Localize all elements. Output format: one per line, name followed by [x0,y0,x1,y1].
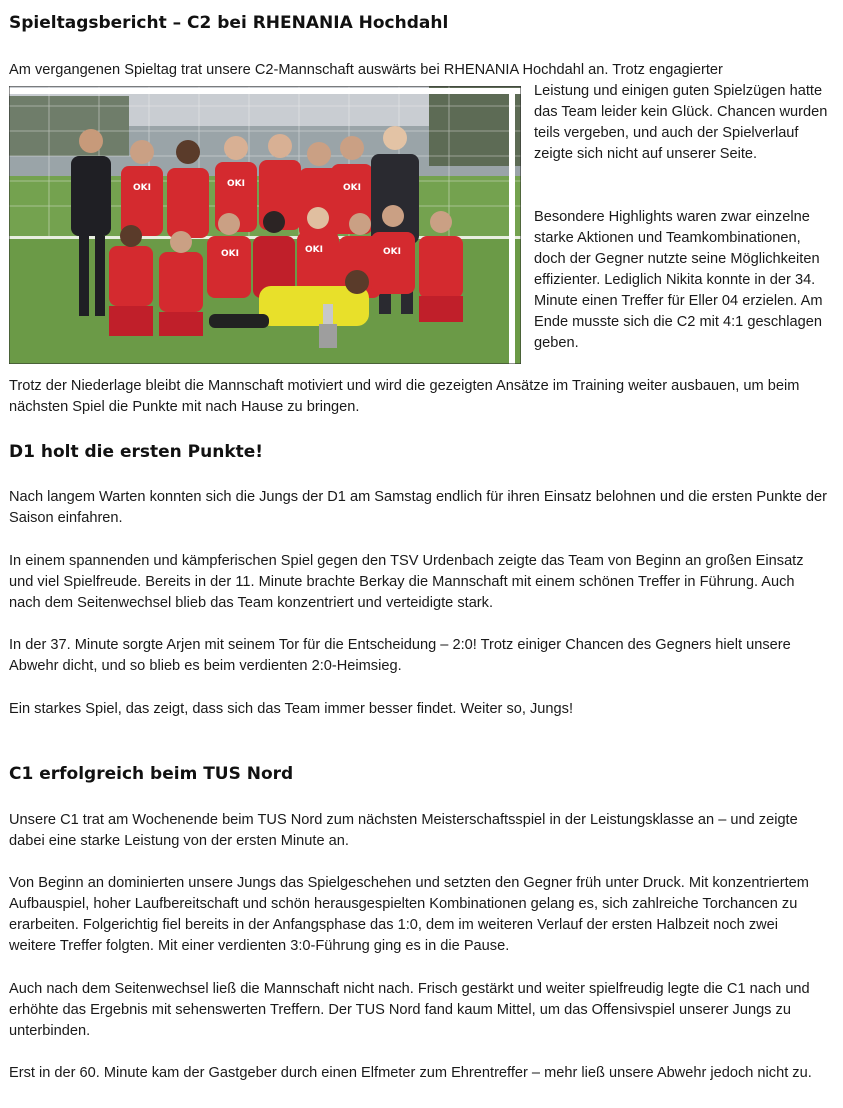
section-title-d1: D1 holt die ersten Punkte! [9,442,264,462]
sponsor-logo-text: OKI [343,183,361,193]
sponsor-logo-text: OKI [133,183,151,193]
d1-paragraph-3: In der 37. Minute sorgte Arjen mit seinem Tor für die Entscheidung – 2:0! Trotz einiger Chancen des Gegners hielt unsere Abwehr dicht, und so blieb es beim verdienten 2:0-Heimsieg. [9,637,791,674]
d1-paragraph-1: Nach langem Warten konnten sich die Jungs der D1 am Samstag endlich für ihren Einsatz belohnen und die ersten Punkte der Saison einfahren. [9,489,827,526]
c1-paragraph-1: Unsere C1 trat am Wochenende beim TUS Nord zum nächsten Meisterschaftsspiel in der Leistungsklasse an – und zeigte dabei eine starke Leistung von der ersten Minute an. [9,812,798,849]
c2-paragraph-3: Trotz der Niederlage bleibt die Mannschaft motiviert und wird die gezeigten Ansätze im Training weiter ausbauen, um beim nächsten Spiel die Punkte mit nach Hause zu bringen. [9,378,800,415]
c2-side-paragraph-1: Leistung und einigen guten Spielzügen hatte das Team leider kein Glück. Chancen wurden teils vergeben, und auch der Spielverlauf zeigte sich nicht auf unserer Seite. [534,83,828,162]
c2-intro-line: Am vergangenen Spieltag trat unsere C2-Mannschaft auswärts bei RHENANIA Hochdahl an. Trotz engagierter [9,62,723,78]
c1-paragraph-2: Von Beginn an dominierten unsere Jungs das Spielgeschehen und setzten den Gegner früh unter Druck. Mit konzentriertem Aufbauspiel, hoher Laufbereitschaft und schön herausgespielten Kombinationen gelang es, sich zahlreiche Torchancen zu erarbeiten. Folgerichtig fiel bereits in der Anfangsphase das 1:0, dem im weiteren Verlauf der ersten Halbzeit noch zwei weitere Treffer folgten. Mit einer verdienten 3:0-Führung ging es in die Pause. [9,875,809,954]
section-title-c2: Spieltagsbericht – C2 bei RHENANIA Hochdahl [9,13,449,33]
team-photo [9,86,521,364]
c1-paragraph-3: Auch nach dem Seitenwechsel ließ die Mannschaft nicht nach. Frisch gestärkt und weiter spielfreudig legte die C1 nach und erhöhte das Ergebnis mit sehenswerten Treffern. Der TUS Nord fand kaum Mittel, um das Offensivspiel unserer Jungs zu unterbinden. [9,981,810,1039]
d1-paragraph-4: Ein starkes Spiel, das zeigt, dass sich das Team immer besser findet. Weiter so, Jungs! [9,701,573,717]
sponsor-logo-text: OKI [305,245,323,255]
d1-paragraph-2: In einem spannenden und kämpferischen Spiel gegen den TSV Urdenbach zeigte das Team von Beginn an großen Einsatz und viel Spielfreude. Bereits in der 11. Minute brachte Berkay die Mannschaft mit einem schönen Treffer in Führung. Auch nach dem Seitenwechsel blieb das Team konzentriert und verteidigte stark. [9,553,804,611]
c1-paragraph-4: Erst in der 60. Minute kam der Gastgeber durch einen Elfmeter zum Ehrentreffer – mehr ließ unsere Abwehr jedoch nicht zu. [9,1065,812,1081]
c2-side-paragraph-2: Besondere Highlights waren zwar einzelne starke Aktionen und Teamkombinationen, doch der Gegner nutzte seine Möglichkeiten effizienter. Lediglich Nikita konnte in der 34. Minute einen Treffer für Eller 04 erzielen. Am Ende musste sich die C2 mit 4:1 geschlagen geben. [534,209,823,351]
sponsor-logo-text: OKI [221,249,239,259]
sponsor-logo-text: OKI [227,179,245,189]
section-title-c1: C1 erfolgreich beim TUS Nord [9,764,294,784]
sponsor-logo-text: OKI [383,247,401,257]
